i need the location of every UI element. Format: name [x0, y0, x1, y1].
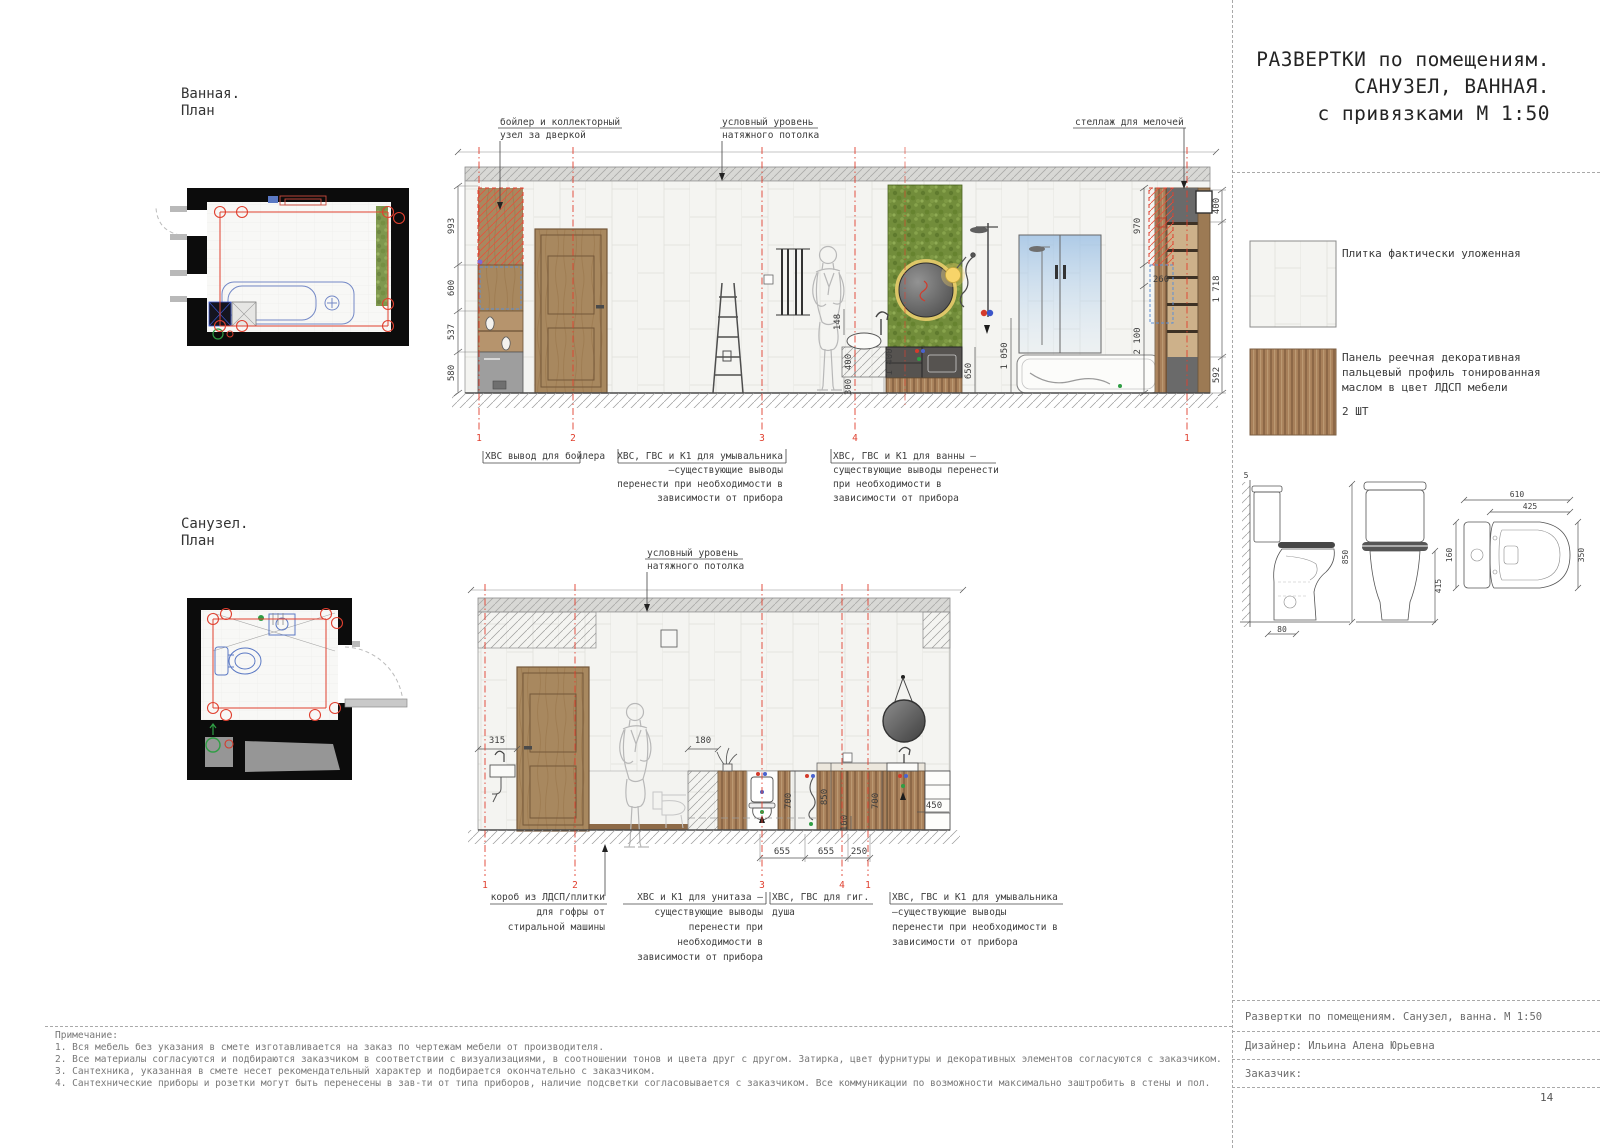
- dim-425: 425: [1522, 502, 1538, 511]
- valve-hot: [981, 310, 987, 316]
- sheet-title: [1240, 46, 1550, 127]
- dim-600: 600: [447, 279, 457, 297]
- dim-400v: 400: [844, 353, 854, 371]
- dim-250: 250: [850, 847, 868, 857]
- svg-text:бойлер и коллекторный: бойлер и коллекторный: [500, 117, 621, 128]
- svg-text:натяжного потолка: натяжного потолка: [722, 130, 820, 141]
- plan-wc-title: [181, 516, 248, 550]
- svg-text:ХВС и К1 для унитаза –: ХВС и К1 для унитаза –: [637, 892, 763, 903]
- dim-655a: 655: [773, 847, 791, 857]
- svg-text:стеллаж для мелочей: стеллаж для мелочей: [1075, 117, 1184, 128]
- annotation-korob: [490, 844, 608, 933]
- marker-1: 1: [482, 880, 488, 891]
- divider: [1232, 172, 1600, 173]
- dim-1718: 1 718: [1212, 275, 1222, 303]
- door-leaf: [345, 699, 407, 707]
- svg-text:существующие выводы: существующие выводы: [654, 907, 763, 918]
- dim-415: 415: [1434, 578, 1443, 594]
- valve-cold: [987, 310, 993, 316]
- titleblock-client: Заказчик:: [1245, 1068, 1302, 1080]
- outlet: [843, 753, 852, 762]
- dim-655b: 655: [817, 847, 835, 857]
- dim-1050: 1 050: [1000, 342, 1010, 370]
- soffit-right: [923, 612, 950, 648]
- door-handle: [524, 746, 532, 750]
- soffit-left: [478, 612, 596, 648]
- dim-chain-right: [1210, 187, 1226, 396]
- svg-text:короб из ЛДСП/плитки: короб из ЛДСП/плитки: [490, 892, 605, 903]
- annotation-tub-outlets: [831, 449, 999, 504]
- legend-panel-line: Панель реечная декоративная: [1342, 351, 1521, 364]
- svg-text:зависимости от прибора: зависимости от прибора: [833, 493, 959, 504]
- outlet: [764, 275, 773, 284]
- svg-text:натяжного потолка: натяжного потолка: [647, 561, 745, 572]
- annotation-wc-outlets: [623, 892, 766, 963]
- door-handle: [596, 305, 604, 309]
- door-swing-arc: [345, 647, 403, 703]
- svg-text:для гофры от: для гофры от: [536, 907, 605, 918]
- svg-text:перенести при: перенести при: [688, 922, 763, 933]
- dim-610: 610: [1509, 490, 1525, 499]
- svg-text:условный уровень: условный уровень: [722, 117, 814, 128]
- notes-heading: Примечание:: [55, 1030, 118, 1041]
- divider: [1232, 1031, 1600, 1032]
- notes-divider: [45, 1026, 1232, 1027]
- svg-text:ХВС, ГВС для гиг.: ХВС, ГВС для гиг.: [772, 892, 870, 903]
- wood-plinth: [585, 824, 688, 830]
- dim-350: 350: [1577, 547, 1586, 563]
- sink-bowl: [847, 333, 881, 349]
- svg-text:–существующие выводы: –существующие выводы: [892, 907, 1007, 918]
- svg-text:зависимости от прибора: зависимости от прибора: [657, 493, 783, 504]
- dim-592: 592: [1212, 366, 1222, 384]
- svg-text:при необходимости в: при необходимости в: [833, 479, 942, 490]
- dim-5: 5: [1243, 471, 1249, 480]
- titleblock-designer: Дизайнер: Ильина Алена Юрьевна: [1245, 1040, 1435, 1052]
- dim-2100: 2 100: [1133, 327, 1143, 355]
- floor-hatch: [452, 393, 1218, 408]
- boiler-cabinet: [478, 188, 524, 393]
- svg-text:перенести при необходимости в: перенести при необходимости в: [892, 922, 1058, 933]
- plan-dot: [258, 615, 264, 621]
- annotation-sink-outlets: [890, 892, 1063, 948]
- page-number: 14: [1540, 1091, 1554, 1104]
- glass-screen: [1019, 235, 1101, 353]
- dim-315: 315: [488, 736, 506, 746]
- svg-text:существующие выводы перенести: существующие выводы перенести: [833, 465, 999, 476]
- marker-1: 1: [476, 433, 482, 444]
- dim-850: 850: [820, 788, 830, 806]
- floor-hatch: [468, 830, 960, 844]
- svg-text:стиральной машины: стиральной машины: [507, 922, 605, 933]
- dim-148: 148: [833, 313, 843, 331]
- shelf-unit: [1149, 188, 1212, 393]
- legend-tile-label: Плитка фактически уложенная: [1342, 247, 1521, 260]
- wc-sink: [887, 763, 918, 771]
- marker-1b: 1: [1184, 433, 1190, 444]
- svg-text:ХВС, ГВС и К1 для умывальника: ХВС, ГВС и К1 для умывальника: [617, 451, 783, 462]
- dim-80: 80: [1277, 625, 1287, 634]
- marker-3: 3: [759, 880, 765, 891]
- dim-993: 993: [447, 217, 457, 235]
- dim-580: 580: [447, 364, 457, 382]
- legend-panel-qty: 2 ШТ: [1342, 405, 1369, 418]
- annotation-gig-shower: [770, 892, 873, 918]
- sheet-title-line: САНУЗЕЛ, ВАННАЯ.: [1354, 75, 1550, 98]
- dim-260: 260: [1152, 275, 1170, 285]
- vanity-slat-skirt: [886, 378, 962, 393]
- plan-wc-title-line: План: [181, 533, 215, 549]
- note-item: 4. Сантехнические приборы и розетки могут быть перенесены в зав-ти от типа приборов, наличие подсветки согласовывается с заказчиком. Все коммуникации по возможности максимально заштробить в стены и пол.: [55, 1078, 1211, 1089]
- dim-650: 650: [964, 362, 974, 380]
- divider: [1232, 1000, 1600, 1001]
- notes-block: [55, 1030, 1230, 1090]
- note-item: 1. Вся мебель без указания в смете изготавливается на заказ по чертежам мебели от производителя.: [55, 1042, 605, 1053]
- legend-tile-swatch: [1249, 240, 1337, 328]
- toilet-top-view: [1445, 490, 1586, 591]
- tiled-return: [688, 771, 718, 830]
- slat-cabinet-left: [718, 771, 747, 830]
- note-item: 3. Сантехника, указанная в смете несет рекомендательный характер и подбирается окончательно с заказчиком.: [55, 1066, 656, 1077]
- wall-niche: [1196, 191, 1212, 213]
- dim-180: 180: [694, 736, 712, 746]
- toilet-front-view: [1341, 481, 1443, 625]
- dim-400: 400: [1212, 197, 1222, 215]
- svg-text:перенести при необходимости в: перенести при необходимости в: [617, 479, 783, 490]
- titleblock-sheet-name: Развертки по помещениям. Санузел, ванна. М 1:50: [1245, 1011, 1543, 1023]
- marker-3: 3: [759, 433, 765, 444]
- plan-item: [268, 196, 278, 203]
- svg-text:ХВС, ГВС и К1 для ванны –: ХВС, ГВС и К1 для ванны –: [833, 451, 976, 462]
- toilet-side-view: [1240, 471, 1350, 637]
- marker-4: 4: [852, 433, 858, 444]
- dim-100: 100: [840, 814, 850, 832]
- vent-grille: [661, 630, 677, 647]
- elevation-wc: [455, 540, 1095, 970]
- sheet-title-line: РАЗВЕРТКИ по помещениям.: [1256, 48, 1550, 71]
- bathroom-door: [535, 229, 607, 393]
- plan-bath-title-line: Ванная.: [181, 86, 241, 102]
- sheet-title-line: с привязками М 1:50: [1317, 102, 1550, 125]
- plan-wc: [185, 593, 425, 793]
- svg-text:зависимости от прибора: зависимости от прибора: [637, 952, 763, 963]
- dim-700b: 700: [871, 792, 881, 810]
- marker-2: 2: [570, 433, 576, 444]
- plan-plants: [376, 206, 388, 306]
- marker-4: 4: [839, 880, 845, 891]
- legend-panel-swatch: [1249, 348, 1337, 436]
- vanity-cabinet: [886, 347, 962, 393]
- plan-bath-title: [181, 86, 240, 120]
- toilet-detail-drawing: [1238, 462, 1598, 657]
- svg-text:ХВС, ГВС и К1 для умывальника: ХВС, ГВС и К1 для умывальника: [892, 892, 1058, 903]
- legend-panel-line: маслом в цвет ЛДСП мебели: [1342, 381, 1508, 394]
- svg-text:необходимости в: необходимости в: [677, 937, 763, 948]
- dim-1400: 1 400: [885, 348, 895, 376]
- plan-bathroom: [152, 186, 414, 356]
- plan-wc-title-line: Санузел.: [181, 516, 249, 532]
- toilet-niche: [747, 771, 778, 830]
- dim-300: 300: [844, 378, 854, 396]
- marker-1b: 1: [865, 880, 871, 891]
- legend-panel-label: [1342, 350, 1582, 395]
- marker-2: 2: [572, 880, 578, 891]
- dim-970: 970: [1133, 217, 1143, 235]
- annotation-boiler-outlet: [483, 451, 605, 463]
- svg-text:–существующие выводы: –существующие выводы: [668, 465, 783, 476]
- door-swing-arc: [156, 208, 187, 236]
- svg-text:душа: душа: [772, 907, 795, 918]
- elevation-bathroom: [430, 105, 1240, 505]
- annotation-sink-outlets: [617, 449, 786, 504]
- dim-850: 850: [1341, 549, 1350, 565]
- svg-text:зависимости от прибора: зависимости от прибора: [892, 937, 1018, 948]
- dim-537: 537: [447, 323, 457, 341]
- dim-160: 160: [1445, 547, 1454, 563]
- ceiling-band: [465, 167, 1210, 181]
- divider: [1232, 1087, 1600, 1088]
- bathtub: [1017, 355, 1160, 393]
- dim-450: 450: [925, 801, 943, 811]
- ceiling-band: [478, 598, 950, 612]
- divider: [1232, 1059, 1600, 1060]
- svg-text:условный уровень: условный уровень: [647, 548, 739, 559]
- plan-bath-title-line: План: [181, 103, 215, 119]
- svg-text:ХВС вывод для бойлера: ХВС вывод для бойлера: [485, 451, 606, 462]
- dim-700a: 700: [784, 792, 794, 810]
- svg-text:узел за дверкой: узел за дверкой: [500, 130, 586, 141]
- legend-panel-line: пальцевый профиль тонированная: [1342, 366, 1541, 379]
- note-item: 2. Все материалы согласуются и подбираются заказчиком в соответствии с визуализациями, в соотношении тонов и цвета друг с другом. Затирка, цвет фурнитуры и декоративных элементов согласуются с заказчиком.: [55, 1054, 1222, 1065]
